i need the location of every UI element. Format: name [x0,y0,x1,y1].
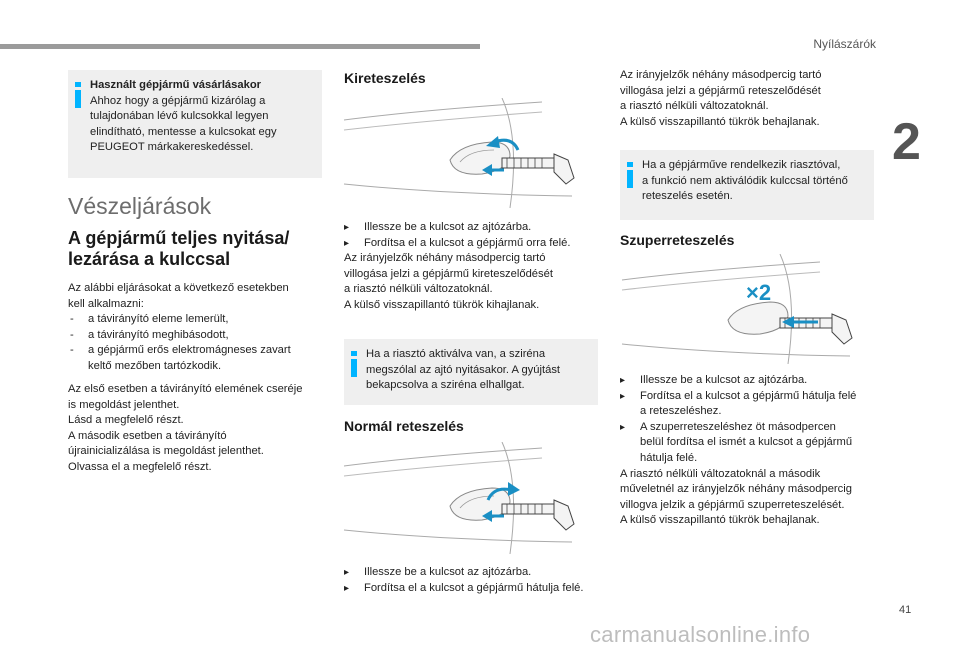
info-title: Használt gépjármű vásárlásakor [90,79,262,91]
info-icon [74,82,84,110]
header-rule [0,44,480,49]
page-number: 41 [899,604,912,616]
deadlock-text: ▸ Illessze be a kulcsot az ajtózárba. ▸ Fordítsa el a kulcsot a gépjármű hátulja felé a reteszeléshez. ▸ A szuperreteszeléshez öt másodpercen belül fordítsa el ismét a kulcsot a gépjármű hátulja felé. A riasztó nélküli változatoknál a második műveletnél az irányjelzők néhány másodpercig villogva jelzik a gépjármű szuperreteszelését. A külső visszapillantó tükrök behajlanak. [620,373,882,529]
step-item: ▸ Illessze be a kulcsot az ajtózárba. [344,565,606,581]
door-deadlock-illustration [620,254,878,364]
step-item: ▸ A szuperreteszeléshez öt másodpercen belül fordítsa el ismét a kulcsot a gépjármű hátulja felé. [620,420,853,464]
subheading: A gépjármű teljes nyitása/ lezárása a kulccsal [68,228,290,269]
paragraph-2: Az első esetben a távirányító elemének cseréje is megoldást jelenthet. Lásd a megfelelő részt. A második esetben a távirányító újrainicializálása is megoldást jelenthet. Olvassa el a megfelelő részt. [68,383,303,473]
info-box-used-car [68,70,322,178]
arrow-right-icon: ▸ [620,421,626,433]
chapter-number: 2 [892,113,921,171]
double-turn-badge: ×2 [746,280,772,305]
arrow-right-icon: ▸ [620,390,626,402]
arrow-right-icon: ▸ [344,567,350,578]
intro-text: Az alábbi eljárásokat a következő esetekben kell alkalmazni: - a távirányító eleme lemerült, - a távirányító meghibásodott, - a gépjármű erős elektromágneses zavart keltő mezőben tartózkodik. [68,281,328,375]
info-line: elindítható, mentesse a kulcsokat egy [90,125,277,138]
arrow-right-icon: ▸ [344,222,350,233]
lock-result-text: Az irányjelzők néhány másodpercig tartó villogása jelzi a gépjármű reteszelődését a riasztó nélküli változatoknál. A külső visszapillantó tükrök behajlanak. [620,69,822,128]
info-icon [350,351,360,379]
info-box-alarm: Ha a riasztó aktiválva van, a sziréna megszólal az ajtó nyitásakor. A gyújtást bekapcsolva a sziréna elhallgat. [344,339,598,405]
list-item: - a távirányító eleme lemerült, [70,313,229,326]
list-item: - a gépjármű erős elektromágneses zavart keltő mezőben tartózkodik. [70,344,291,372]
step-item: ▸ Fordítsa el a kulcsot a gépjármű orra felé. [344,236,602,252]
arrow-right-icon: ▸ [344,582,350,594]
step-item: ▸ Illessze be a kulcsot az ajtózárba. [620,373,882,389]
door-lock-illustration [342,442,600,554]
arrow-right-icon: ▸ [344,237,350,249]
unlock-text: ▸ Illessze be a kulcsot az ajtózárba. ▸ Fordítsa el a kulcsot a gépjármű orra felé. Az irányjelzők néhány másodpercig tartó villogása jelzi a gépjármű kireteszelődését a riasztó nélküli változatoknál. A külső visszapillantó tükrök kihajlanak. [344,220,602,314]
deadlock-illustration-wrap [620,254,878,364]
deadlock-title: Szuperreteszelés [620,232,735,248]
list-item: - a távirányító meghibásodott, [70,328,229,341]
info-line: PEUGEOT márkakereskedéssel. [90,141,254,154]
info-line: tulajdonában lévő kulcsokkal legyen [90,110,269,123]
step-item: ▸ Fordítsa el a kulcsot a gépjármű hátulja felé a reteszeléshez. [620,389,857,418]
info-icon [626,162,636,190]
watermark: carmanualsonline.info [590,622,811,647]
info-box-deadlock-alarm: Ha a gépjárműve rendelkezik riasztóval, a funkció nem aktiválódik kulccsal történő reteszelés esetén. [620,150,874,220]
unlock-title: Kireteszelés [344,70,426,86]
info-line: Ahhoz hogy a gépjármű kizárólag a [90,94,266,107]
lock-text [344,565,606,596]
step-item: ▸ Illessze be a kulcsot az ajtózárba. [344,220,602,236]
section-title: Nyílászárók [813,37,876,51]
arrow-right-icon: ▸ [620,375,626,386]
door-unlock-illustration [342,98,600,208]
lock-title: Normál reteszelés [344,418,464,434]
step-item: ▸ Fordítsa el a kulcsot a gépjármű hátulja felé. [344,581,606,597]
page-heading: Vészeljárások [68,193,212,219]
